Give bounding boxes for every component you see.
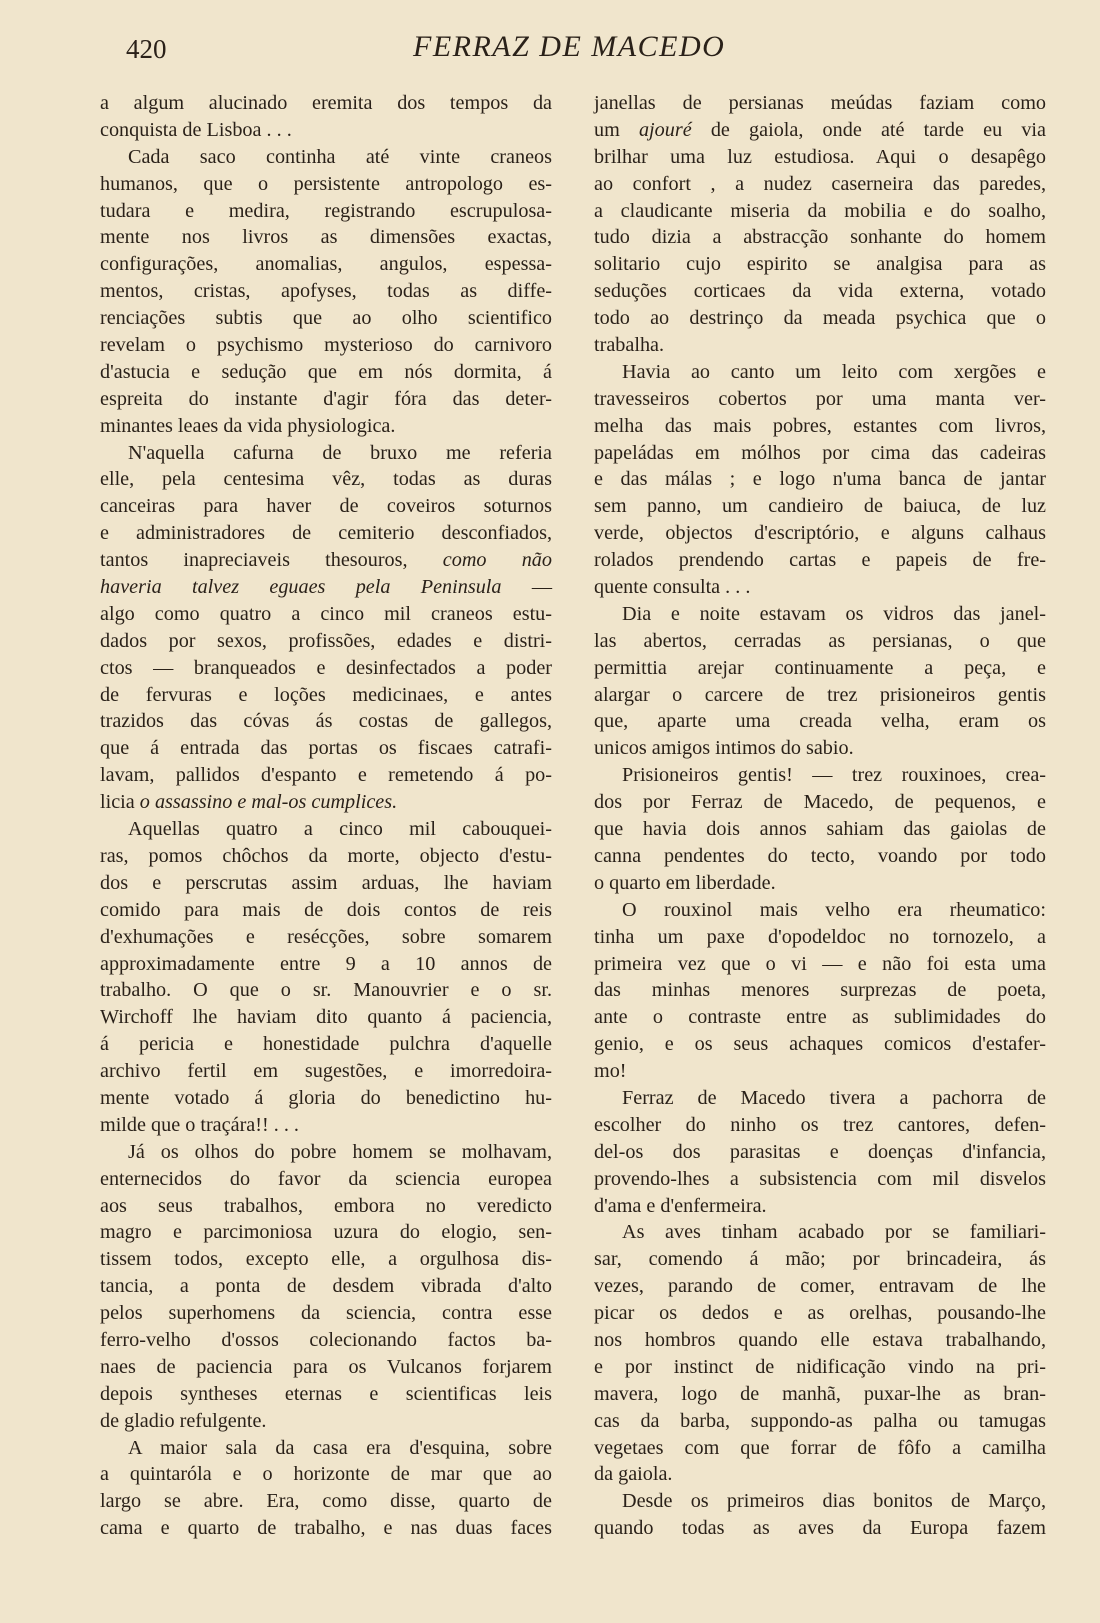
text-line: e administradores de cemiterio desconfiados, — [100, 522, 552, 545]
text-run: — — [501, 576, 553, 599]
text-line: solitario cujo espirito se analgisa para as — [594, 253, 1046, 276]
text-line: largo se abre. Era, como disse, quarto de — [100, 1490, 552, 1513]
text-line — [100, 547, 552, 574]
text-line: travesseiros cobertos por uma manta ver- — [594, 387, 1046, 410]
text-line: sar, comendo á mão; por brincadeira, ás — [594, 1248, 1046, 1271]
text-line: pelos superhomens da sciencia, contra esse — [100, 1302, 552, 1325]
text-line: las abertos, cerradas as persianas, o que — [594, 629, 1046, 652]
text-line: picar os dedos e as orelhas, pousando-lhe — [594, 1302, 1046, 1325]
right-column — [594, 90, 1046, 1542]
text-line: naes de paciencia para os Vulcanos forjarem — [100, 1355, 552, 1378]
italic-run: como não — [442, 549, 552, 572]
text-line: mavera, logo de manhã, puxar-lhe as bran- — [594, 1382, 1046, 1405]
text-line: configurações, anomalias, angulos, espessa- — [100, 253, 552, 276]
text-run: de gaiola, onde até tarde eu via — [691, 118, 1046, 141]
text-line: a quintaróla e o horizonte de mar que ao — [100, 1463, 552, 1486]
running-head — [0, 28, 1100, 68]
text-line: alargar o carcere de trez prisioneiros gentis — [594, 683, 1046, 706]
text-line: tudo dizia a abstracção sonhante do homem — [594, 226, 1046, 249]
text-line: a claudicante miseria da mobilia e do soalho, — [594, 199, 1046, 222]
text-line: vezes, parando de comer, entravam de lhe — [594, 1275, 1046, 1298]
text-line: e por instinct de nidificação vindo na pri- — [594, 1355, 1046, 1378]
text-line: A maior sala da casa era d'esquina, sobre — [128, 1436, 552, 1459]
text-line: de fervuras e loções medicinaes, e antes — [100, 683, 552, 706]
text-line: mentos, cristas, apofyses, todas as diffe- — [100, 280, 552, 303]
text-line: mente nos livros as dimensões exactas, — [100, 226, 552, 249]
text-line: ctos — branqueados e desinfectados a poder — [100, 656, 552, 679]
text-line: papeládas em mólhos por cima das cadeiras — [594, 441, 1046, 464]
text-line: escolher do ninho os trez cantores, defen- — [594, 1113, 1046, 1136]
text-line — [100, 574, 552, 601]
text-line: Já os olhos do pobre homem se molhavam, — [128, 1140, 552, 1163]
text-run: tantos inapreciaveis thesouros, — [100, 549, 443, 572]
text-line: de gladio refulgente. — [100, 1409, 267, 1432]
text-line: quando todas as aves da Europa fazem — [594, 1517, 1046, 1540]
text-line: canceiras para haver de coveiros soturnos — [100, 495, 552, 518]
text-line: e das málas ; e logo n'uma banca de jantar — [594, 468, 1046, 491]
text-line: unicos amigos intimos do sabio. — [594, 737, 854, 760]
text-line: Havia ao canto um leito com xergões e — [622, 360, 1046, 383]
text-line: algo como quatro a cinco mil craneos estu- — [100, 602, 552, 625]
text-line: janellas de persianas meúdas faziam como — [594, 92, 1046, 114]
text-line: todo ao destrinço da meada psychica que o — [594, 307, 1046, 330]
text-line: dos por Ferraz de Macedo, de pequenos, e — [594, 791, 1046, 814]
text-line: del-os dos parasitas e doenças d'infancia, — [594, 1140, 1046, 1163]
text-line: trabalho. O que o sr. Manouvrier e o sr. — [100, 979, 552, 1002]
text-line — [594, 117, 1046, 144]
text-line: ao confort , a nudez caserneira das paredes, — [594, 172, 1046, 195]
text-line: o quarto em liberdade. — [594, 871, 776, 894]
text-line: da gaiola. — [594, 1463, 673, 1486]
text-line: elle, pela centesima vêz, todas as duras — [100, 468, 552, 491]
text-line: d'astucia e sedução que em nós dormita, á — [100, 360, 552, 383]
text-line: verde, objectos d'escriptório, e alguns calhaus — [594, 522, 1046, 545]
text-line: N'aquella cafurna de bruxo me referia — [128, 441, 552, 464]
italic-run: o assassino e mal-os cumplices. — [139, 791, 398, 814]
text-line: trabalha. — [594, 334, 665, 357]
text-line: conquista de Lisboa . . . — [100, 118, 292, 141]
left-column — [100, 90, 552, 1542]
text-line: nos hombros quando elle estava trabalhando, — [594, 1328, 1046, 1351]
text-line: mo! — [594, 1060, 627, 1083]
running-title: FERRAZ DE MACEDO — [413, 30, 726, 63]
text-line: provendo-lhes a subsistencia com mil disvelos — [594, 1167, 1046, 1190]
text-line: que, aparte uma creada velha, eram os — [594, 710, 1046, 733]
text-line: que havia dois annos sahiam das gaiolas de — [594, 818, 1046, 841]
text-line: ferro-velho d'ossos colecionando factos ba- — [100, 1328, 552, 1351]
text-line: As aves tinham acabado por se familiari- — [622, 1221, 1046, 1244]
text-line: minantes leaes da vida physiologica. — [100, 414, 396, 437]
text-line: O rouxinol mais velho era rheumatico: — [622, 898, 1046, 921]
text-line: melha das mais pobres, estantes com livros, — [594, 414, 1046, 437]
text-run: um — [594, 118, 639, 141]
text-line: Dia e noite estavam os vidros das janel- — [622, 602, 1046, 625]
italic-run: haveria talvez eguaes pela Peninsula — [100, 576, 502, 599]
text-line: archivo fertil em sugestões, e imorredoira- — [100, 1060, 552, 1083]
text-line: Ferraz de Macedo tivera a pachorra de — [622, 1086, 1046, 1109]
italic-run: ajouré — [638, 118, 692, 141]
text-line: vegetaes com que forrar de fôfo a camilha — [594, 1436, 1046, 1459]
text-line: ante o contraste entre as sublimidades do — [594, 1006, 1046, 1029]
text-line: renciações subtis que ao olho scientifico — [100, 307, 552, 330]
text-line: permittia arejar continuamente a peça, e — [594, 656, 1046, 679]
text-line: milde que o traçára!! . . . — [100, 1113, 299, 1136]
text-line: aos seus trabalhos, embora no veredicto — [100, 1194, 552, 1217]
text-line: magro e parcimoniosa uzura do elogio, sen- — [100, 1221, 552, 1244]
text-line: á pericia e honestidade pulchra d'aquelle — [100, 1033, 552, 1056]
text-line: Prisioneiros gentis! — trez rouxinoes, crea- — [622, 764, 1046, 787]
text-line: canna pendentes do tecto, voando por todo — [594, 844, 1046, 867]
text-line: primeira vez que o vi — e não foi esta uma — [594, 952, 1046, 975]
text-line: d'exhumações e resécções, sobre somarem — [100, 925, 552, 948]
text-line: approximadamente entre 9 a 10 annos de — [100, 952, 552, 975]
text-line: tinha um paxe d'opodeldoc no tornozelo, a — [594, 925, 1046, 948]
text-line: revelam o psychismo mysterioso do carnivoro — [100, 334, 552, 357]
text-line: brilhar uma luz estudiosa. Aqui o desapêgo — [594, 145, 1046, 168]
text-line: rolados prendendo cartas e papeis de fre- — [594, 549, 1046, 572]
text-line: cama e quarto de trabalho, e nas duas faces — [100, 1517, 552, 1540]
text-line: genio, e os seus achaques comicos d'estafer- — [594, 1033, 1046, 1056]
text-line: Wirchoff lhe haviam dito quanto á paciencia, — [100, 1006, 552, 1029]
text-line: tissem todos, excepto elle, a orgulhosa dis- — [100, 1248, 552, 1271]
text-line: espreita do instante d'agir fóra das deter- — [100, 387, 552, 410]
text-line: quente consulta . . . — [594, 576, 751, 599]
text-line — [100, 789, 552, 816]
text-line: Desde os primeiros dias bonitos de Março, — [622, 1490, 1046, 1513]
text-line: cas da barba, suppondo-as palha ou tamugas — [594, 1409, 1046, 1432]
text-line: enternecidos do favor da sciencia europea — [100, 1167, 552, 1190]
text-run: licia — [100, 791, 140, 814]
text-line: d'ama e d'enfermeira. — [594, 1194, 767, 1217]
text-line: que á entrada das portas os fiscaes catrafi- — [100, 737, 552, 760]
text-line: dos e perscrutas assim arduas, lhe haviam — [100, 871, 552, 894]
text-line: mente votado á gloria do benedictino hu- — [100, 1086, 552, 1109]
text-line: humanos, que o persistente antropologo es- — [100, 172, 552, 195]
text-line: depois syntheses eternas e scientificas leis — [100, 1382, 552, 1405]
text-line: dados por sexos, profissões, edades e distri- — [100, 629, 552, 652]
text-line: lavam, pallidos d'espanto e remetendo á po- — [100, 764, 552, 787]
text-line: Aquellas quatro a cinco mil cabouquei- — [128, 818, 552, 841]
text-line: Cada saco continha até vinte craneos — [128, 145, 552, 168]
text-line: ras, pomos chôchos da morte, objecto d'estu- — [100, 844, 552, 867]
text-line: comido para mais de dois contos de reis — [100, 898, 552, 921]
text-line: tancia, a ponta de desdem vibrada d'alto — [100, 1275, 552, 1298]
text-line: trazidos das cóvas ás costas de gallegos, — [100, 710, 552, 733]
text-line: das minhas menores surprezas de poeta, — [594, 979, 1046, 1002]
text-line: sem panno, um candieiro de baiuca, de luz — [594, 495, 1046, 518]
text-line: a algum alucinado eremita dos tempos da — [100, 92, 552, 114]
text-line: seduções corticaes da vida externa, votado — [594, 280, 1046, 303]
text-line: tudara e medira, registrando escrupulosa- — [100, 199, 552, 222]
page-number: 420 — [126, 34, 167, 64]
